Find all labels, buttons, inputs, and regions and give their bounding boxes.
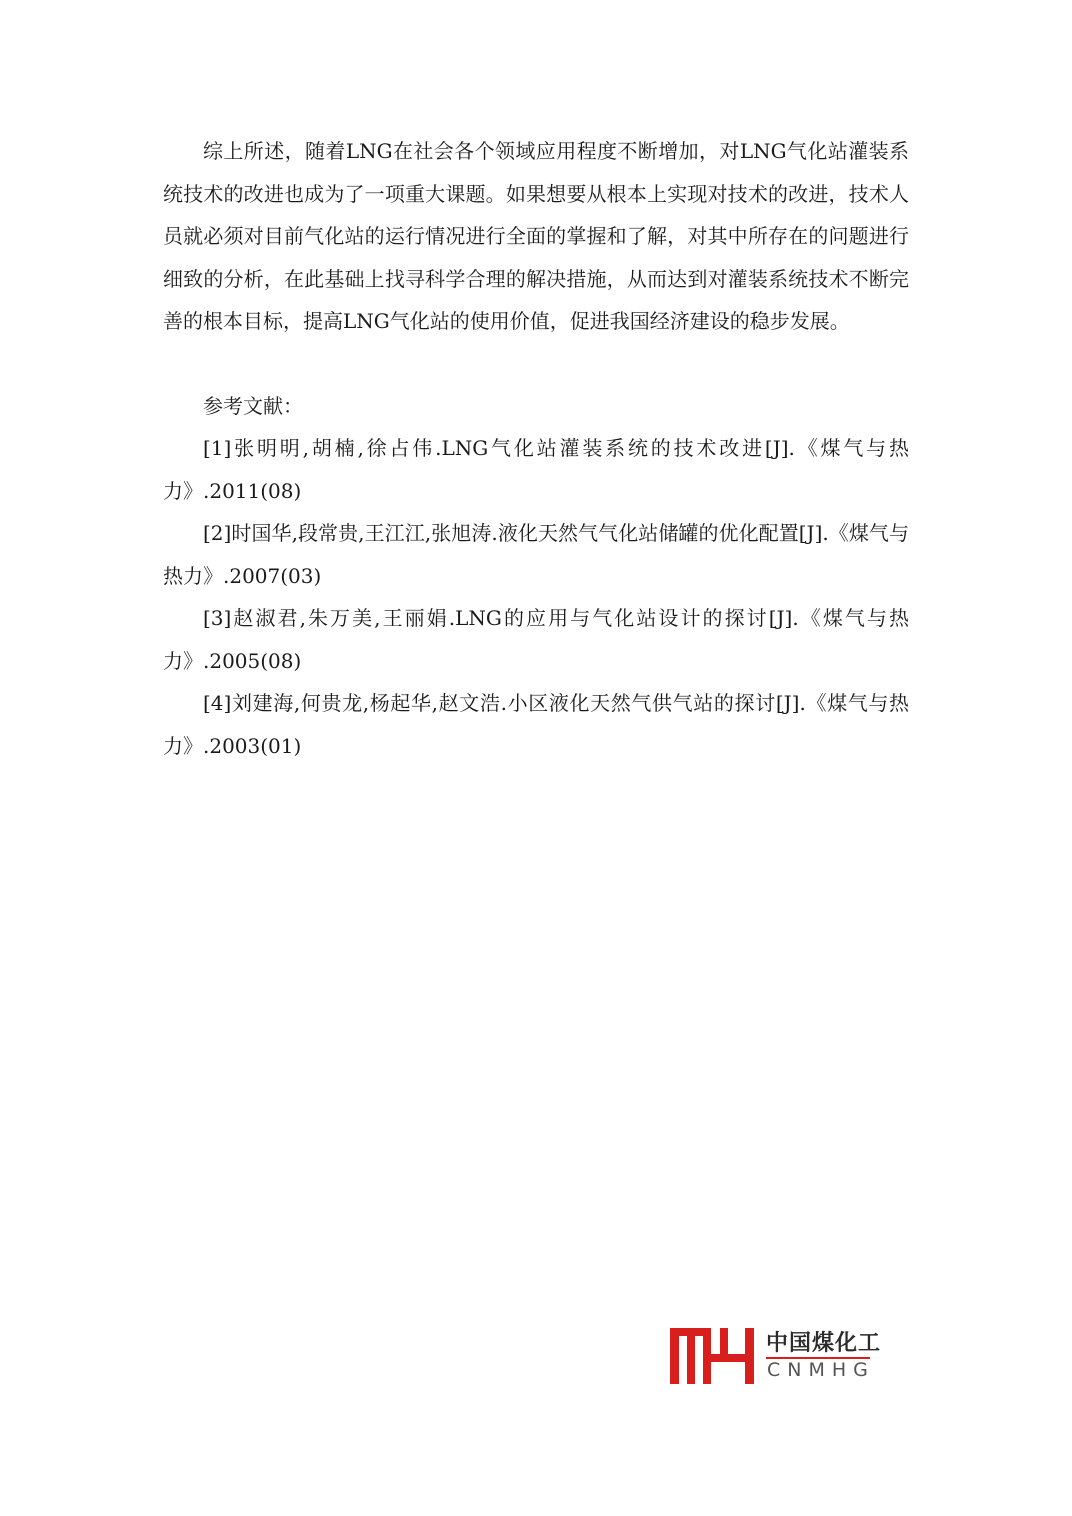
references-heading: 参考文献： [203,393,303,418]
reference-item-4: [4]刘建海,何贵龙,杨起华,赵文浩.小区液化天然气供气站的探讨[J].《煤气与热力》.2003(01) [163,691,909,758]
reference-item-1: [1]张明明,胡楠,徐占伟.LNG气化站灌装系统的技术改进[J].《煤气与热力》.2011(08) [163,436,909,503]
logo-text-en: CNMHG [767,1359,875,1381]
mh-logo-mark-icon [670,1326,760,1386]
cnmhg-logo [670,1326,880,1388]
reference-item-2: [2]时国华,段常贵,王江江,张旭涛.液化天然气气化站储罐的优化配置[J].《煤气与热力》.2007(03) [163,521,909,588]
reference-item-3: [3]赵淑君,朱万美,王丽娟.LNG的应用与气化站设计的探讨[J].《煤气与热力》.2005(08) [163,606,909,673]
document-page [163,130,909,767]
logo-text-cn: 中国煤化工 [766,1331,882,1356]
conclusion-paragraph: 综上所述，随着LNG在社会各个领域应用程度不断增加，对LNG气化站灌装系统技术的改进也成为了一项重大课题。如果想要从根本上实现对技术的改进，技术人员就必须对目前气化站的运行情况进行全面的掌握和了解，对其中所存在的问题进行细致的分析，在此基础上找寻科学合理的解决措施，从而达到对灌装系统技术不断完善的根本目标，提高LNG气化站的使用价值，促进我国经济建设的稳步发展。 [163,139,909,333]
